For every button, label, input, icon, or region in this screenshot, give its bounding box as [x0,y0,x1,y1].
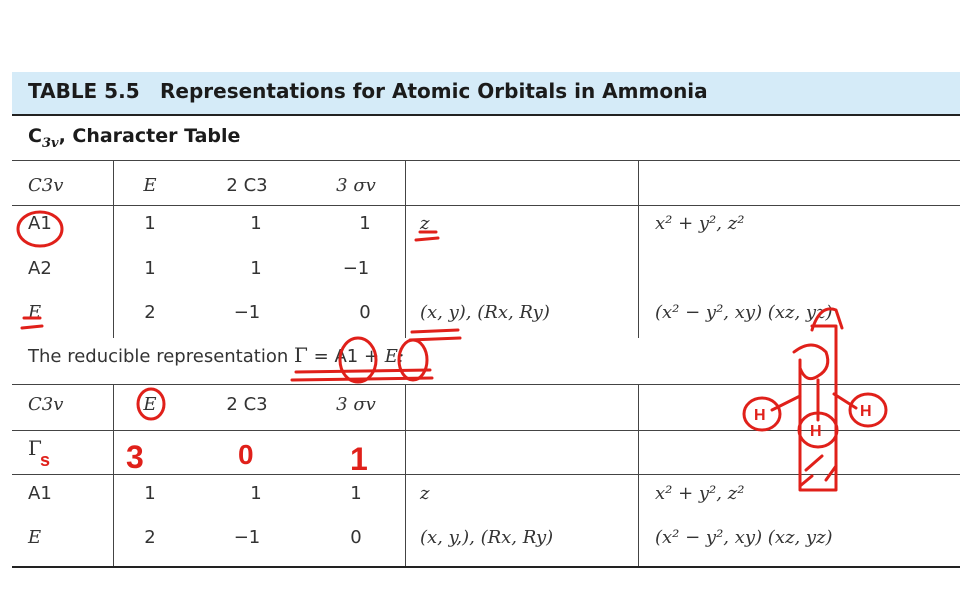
row-e-3sv: 0 [359,302,371,323]
hydrogen-right-label: H [860,403,872,420]
header1-col-e: E [143,175,157,196]
row2-a1-3sv: 1 [350,483,362,504]
row-a2-e: 1 [144,258,156,279]
row-a2-2c3: 1 [250,258,262,279]
circle-a1-annotation [18,212,62,246]
row2-e-label: E [28,527,42,548]
header2-col-2c3: 2 C3 [226,394,268,415]
row-e-2c3: −1 [233,302,261,323]
reducible-plus: + [363,346,380,367]
header1-col-3sv: 3 σv [336,175,376,196]
header2-col-3sv: 3 σv [336,394,376,415]
reducible-equals: = [313,346,329,367]
row-e-quadratic: (x² − y², xy) (xz, yz) [655,302,833,323]
gamma-subscript-annotation: s [40,450,51,470]
table-label: TABLE 5.5 [28,79,140,103]
molecule-shading-annotation [800,456,836,486]
row2-e-linear: (x, y,), (Rx, Ry) [420,527,554,548]
header2-col-e: E [143,394,157,415]
reducible-text: The reducible representation [28,346,289,367]
subtitle-main: C [28,125,42,147]
table-title: Representations for Atomic Orbitals in Ammonia [160,79,708,103]
row2-a1-e: 1 [144,483,156,504]
row2-e-2c3: −1 [233,527,261,548]
underline-z-annotation [416,232,438,240]
reducible-term-a1: A1 [334,346,359,367]
header1-group: C3v [28,175,64,196]
underline-e-annotation [22,318,42,328]
gamma-row-label: Γ [28,436,42,460]
row-e-e: 2 [144,302,156,323]
header1-col-2c3: 2 C3 [226,175,268,196]
row-e-linear: (x, y), (Rx, Ry) [420,302,550,323]
row-a1-2c3: 1 [250,213,262,234]
row2-e-quadratic: (x² − y², xy) (xz, yz) [655,527,833,548]
header2-group: C3v [28,394,64,415]
row-a1-3sv: 1 [359,213,371,234]
circle-a1-term-annotation [340,338,376,382]
circle-e-header-annotation [138,389,164,419]
hydrogen-left-label: H [754,407,766,424]
row-e-label: E [28,302,42,323]
hydrogen-center-label: H [810,423,822,440]
gamma-value-e-annotation: 3 [126,439,144,475]
circle-e-term-annotation [399,340,427,380]
row2-a1-quadratic: x² + y², z² [655,483,745,504]
gamma-value-2c3-annotation: 0 [238,439,254,470]
row2-a1-label: A1 [28,483,52,504]
row2-a1-2c3: 1 [250,483,262,504]
reducible-gamma: Γ [293,343,308,367]
row-a1-quadratic: x² + y², z² [655,213,745,234]
reducible-term-e: E: [384,346,404,367]
row-a1-e: 1 [144,213,156,234]
row-a1-linear: z [420,213,430,234]
subtitle-sub: 3v [41,135,59,151]
row2-e-e: 2 [144,527,156,548]
subtitle-rest: , Character Table [58,125,241,147]
gamma-value-3sv-annotation: 1 [350,441,368,477]
row-a2-label: A2 [28,258,52,279]
row2-e-3sv: 0 [350,527,362,548]
underline-xy-annotation [410,330,460,340]
row2-a1-linear: z [420,483,430,504]
row-a2-3sv: −1 [342,258,370,279]
row-a1-label: A1 [28,213,52,234]
